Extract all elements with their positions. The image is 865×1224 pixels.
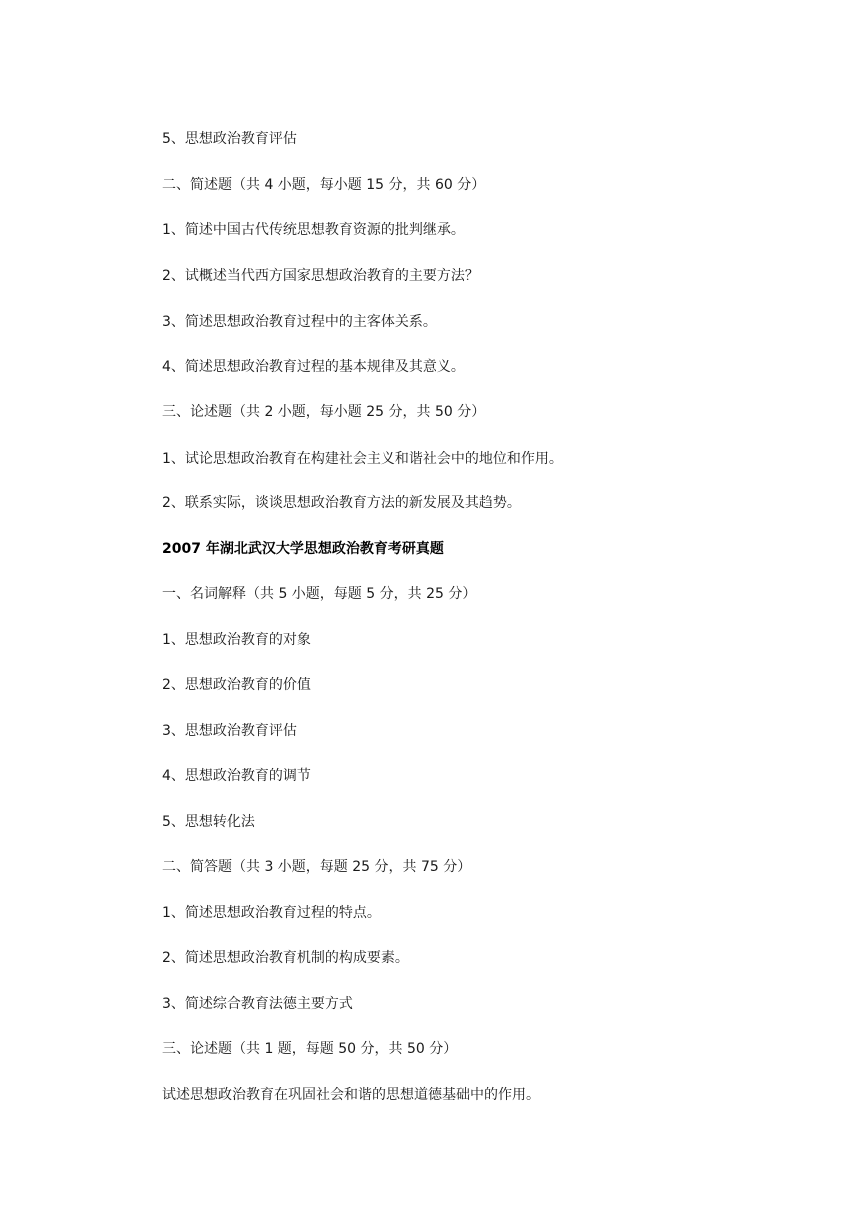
- text-line: 3、简述思想政治教育过程中的主客体关系。: [162, 314, 437, 330]
- text-line: 4、简述思想政治教育过程的基本规律及其意义。: [162, 359, 465, 375]
- section-heading: 二、简述题（共 4 小题，每小题 15 分，共 60 分）: [162, 177, 486, 193]
- section-heading: 一、名词解释（共 5 小题，每题 5 分，共 25 分）: [162, 586, 477, 602]
- text-line: 3、简述综合教育法德主要方式: [162, 996, 353, 1012]
- text-line: 2、思想政治教育的价值: [162, 677, 311, 693]
- text-line: 2、联系实际，谈谈思想政治教育方法的新发展及其趋势。: [162, 495, 521, 511]
- exam-title: 2007 年湖北武汉大学思想政治教育考研真题: [162, 541, 444, 557]
- section-heading: 三、论述题（共 1 题，每题 50 分，共 50 分）: [162, 1041, 458, 1057]
- text-line: 1、简述思想政治教育过程的特点。: [162, 905, 381, 921]
- text-line: 4、思想政治教育的调节: [162, 768, 311, 784]
- section-heading: 二、简答题（共 3 小题，每题 25 分，共 75 分）: [162, 859, 472, 875]
- text-line: 1、简述中国古代传统思想教育资源的批判继承。: [162, 222, 465, 238]
- section-heading: 三、论述题（共 2 小题，每小题 25 分，共 50 分）: [162, 404, 486, 420]
- text-line: 1、试论思想政治教育在构建社会主义和谐社会中的地位和作用。: [162, 451, 563, 467]
- text-line: 1、思想政治教育的对象: [162, 632, 311, 648]
- text-line: 5、思想转化法: [162, 814, 255, 830]
- text-line: 2、试概述当代西方国家思想政治教育的主要方法？: [162, 268, 479, 284]
- text-line: 5、思想政治教育评估: [162, 131, 297, 147]
- text-line: 试述思想政治教育在巩固社会和谐的思想道德基础中的作用。: [162, 1087, 540, 1103]
- text-line: 2、简述思想政治教育机制的构成要素。: [162, 950, 409, 966]
- text-line: 3、思想政治教育评估: [162, 723, 297, 739]
